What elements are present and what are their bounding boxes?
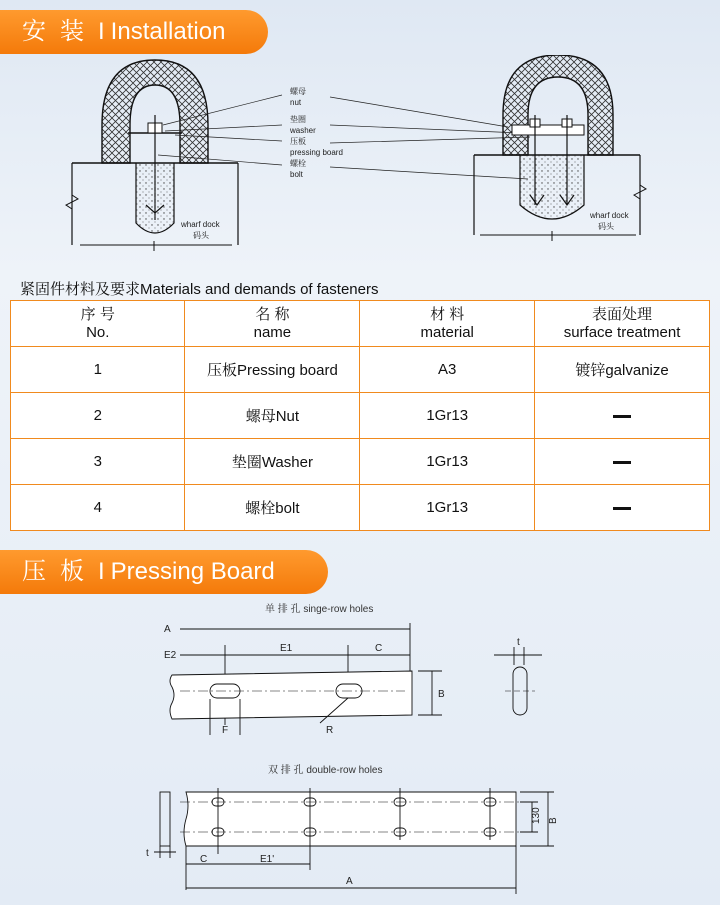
dim-t: t	[517, 637, 520, 648]
table-row	[11, 439, 710, 485]
cell-name: 垫圈Washer	[185, 439, 360, 485]
cell-no: 1	[11, 347, 185, 393]
left-anchor-hole	[136, 163, 174, 233]
installation-header-en: Installation	[110, 18, 226, 45]
label-bolt-en: bolt	[290, 170, 303, 179]
dim-C-double: C	[200, 854, 208, 865]
cell-surface	[535, 485, 710, 531]
label-left-dock-cn: 码头	[193, 231, 209, 240]
header-no: 序 号 No.	[11, 301, 185, 347]
installation-diagram	[0, 55, 720, 270]
dim-t-double: t	[146, 848, 149, 859]
label-washer-cn: 垫圈	[290, 115, 306, 124]
cell-no: 3	[11, 439, 185, 485]
pressing-header-en: Pressing Board	[110, 558, 275, 585]
pressing-header-sep: I	[98, 558, 105, 585]
double-row-caption: 双 排 孔 double-row holes	[268, 765, 383, 776]
installation-header-sep: I	[98, 18, 105, 45]
right-anchor-hole	[520, 155, 584, 219]
label-right-dock-cn: 码头	[598, 222, 614, 231]
dim-F: F	[222, 725, 229, 736]
single-row-drawing	[150, 615, 570, 745]
dash-mark	[613, 461, 631, 464]
fasteners-table	[10, 300, 710, 531]
cell-material: 1Gr13	[360, 439, 535, 485]
dash-mark	[613, 415, 631, 418]
pressing-header-cn: 压板	[22, 558, 98, 585]
label-left-dock-en: wharf dock	[181, 220, 220, 229]
label-right-dock-en: wharf dock	[590, 211, 629, 220]
dim-B: B	[438, 689, 445, 700]
dim-C: C	[375, 643, 383, 654]
label-nut-en: nut	[290, 98, 302, 107]
cell-material: 1Gr13	[360, 393, 535, 439]
single-row-plate	[170, 671, 412, 719]
table-header-row	[11, 301, 710, 347]
fasteners-title: 紧固件材料及要求Materials and demands of fasteners	[20, 281, 379, 298]
cell-name: 压板Pressing board	[185, 347, 360, 393]
cell-surface: 镀锌galvanize	[535, 347, 710, 393]
label-pressing-en: pressing board	[290, 148, 343, 157]
cell-surface	[535, 393, 710, 439]
table-row	[11, 393, 710, 439]
double-row-side-view	[160, 792, 170, 846]
right-fender-rubber	[503, 55, 613, 155]
installation-header-cn: 安装	[22, 18, 98, 45]
double-row-drawing	[140, 778, 580, 900]
dash-mark	[613, 507, 631, 510]
dim-A-double: A	[346, 876, 353, 887]
label-nut-cn: 螺母	[290, 87, 306, 96]
cell-material: A3	[360, 347, 535, 393]
pressing-board-header	[0, 550, 328, 594]
double-row-plate	[184, 792, 516, 846]
label-bolt-cn: 螺栓	[290, 159, 306, 168]
cell-no: 4	[11, 485, 185, 531]
dim-A: A	[164, 624, 171, 635]
cell-name: 螺母Nut	[185, 393, 360, 439]
dim-E2: E2	[164, 650, 177, 661]
left-fender-drawing	[66, 60, 282, 251]
label-pressing-cn: 压板	[290, 137, 306, 146]
installation-header	[0, 10, 268, 54]
dim-R: R	[326, 725, 334, 736]
table-row	[11, 485, 710, 531]
label-washer-en: washer	[290, 126, 316, 135]
dim-130: 130	[531, 807, 542, 824]
table-row	[11, 347, 710, 393]
header-material: 材 料 material	[360, 301, 535, 347]
header-surface: 表面处理 surface treatment	[535, 301, 710, 347]
single-row-caption: 单 排 孔 singe-row holes	[265, 604, 374, 615]
dim-E1: E1	[280, 643, 293, 654]
cell-material: 1Gr13	[360, 485, 535, 531]
cell-no: 2	[11, 393, 185, 439]
dim-B-double: B	[548, 817, 559, 824]
cell-surface	[535, 439, 710, 485]
cell-name: 螺栓bolt	[185, 485, 360, 531]
dim-E1prime: E1'	[260, 854, 275, 865]
header-name: 名 称 name	[185, 301, 360, 347]
